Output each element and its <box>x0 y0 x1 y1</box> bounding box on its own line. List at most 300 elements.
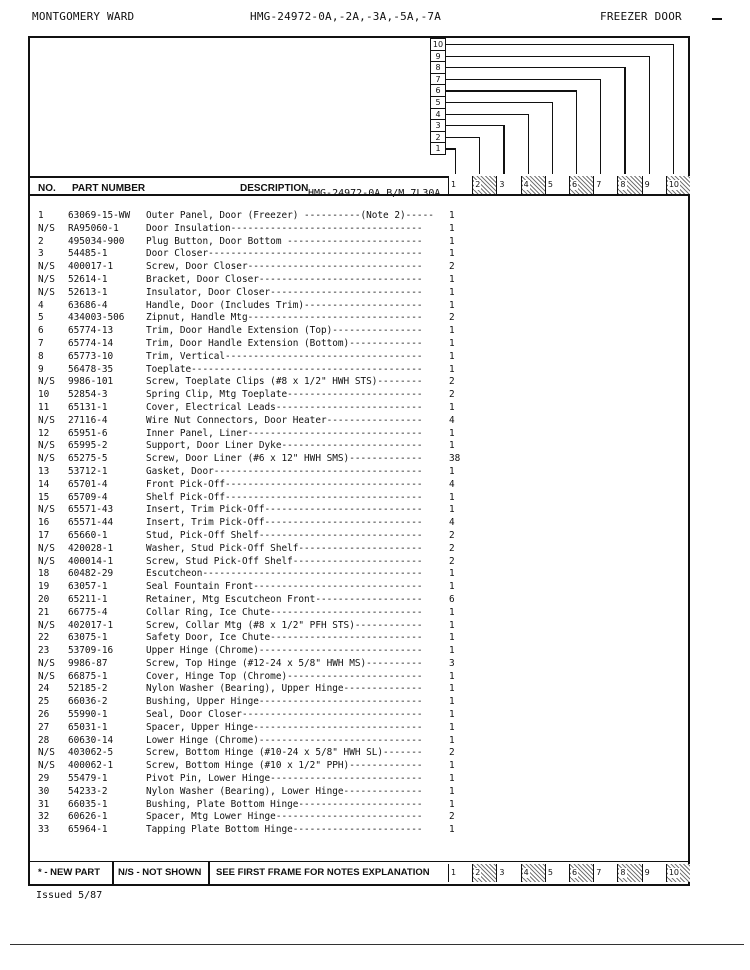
part-quantity: 1 <box>449 632 455 644</box>
ladder-connector <box>446 148 455 149</box>
model-column-number: 10 <box>668 180 680 189</box>
part-row <box>34 274 474 287</box>
part-row <box>34 799 474 812</box>
ladder-connector <box>576 90 577 174</box>
part-ref-number: N/S <box>38 440 55 452</box>
part-row <box>34 261 474 274</box>
part-number: 60482-29 <box>68 568 114 580</box>
ladder-connector <box>446 67 624 68</box>
part-quantity: 1 <box>449 325 455 337</box>
part-number: 65774-14 <box>68 337 114 349</box>
part-ref-number: N/S <box>38 542 55 554</box>
part-number: 65709-4 <box>68 491 108 503</box>
part-ref-number: N/S <box>38 555 55 567</box>
part-description: Cover, Hinge Top (Chrome)------------------------ <box>146 670 423 682</box>
part-description: Stud, Pick-Off Shelf----------------------------- <box>146 529 423 541</box>
issued-date: Issued 5/87 <box>36 890 103 901</box>
part-quantity: 1 <box>449 248 455 260</box>
model-column-number: 9 <box>644 868 650 877</box>
model-column-cell <box>521 864 545 882</box>
model-variant-box: 2 <box>430 131 446 144</box>
part-row <box>34 223 474 236</box>
part-number: 65275-5 <box>68 453 108 465</box>
part-number: 65951-6 <box>68 427 108 439</box>
ladder-connector <box>446 44 673 45</box>
part-ref-number: N/S <box>38 414 55 426</box>
ladder-connector <box>624 67 625 174</box>
part-row <box>34 607 474 620</box>
col-header-part-number: PART NUMBER <box>72 183 146 194</box>
part-quantity: 1 <box>449 760 455 772</box>
part-description: Wire Nut Connectors, Door Heater----------------- <box>146 414 423 426</box>
part-description: Insulator, Door Closer--------------------------- <box>146 286 423 298</box>
part-number: 65131-1 <box>68 401 108 413</box>
model-variant-box: 3 <box>430 119 446 132</box>
part-quantity: 1 <box>449 350 455 362</box>
part-row <box>34 300 474 313</box>
part-number: 420028-1 <box>68 542 114 554</box>
part-number: 65964-1 <box>68 824 108 836</box>
part-row <box>34 620 474 633</box>
part-quantity: 2 <box>449 389 455 401</box>
part-row <box>34 581 474 594</box>
part-number: 65995-2 <box>68 440 108 452</box>
part-row <box>34 671 474 684</box>
part-number: 60630-14 <box>68 734 114 746</box>
part-row <box>34 287 474 300</box>
part-ref-number: 28 <box>38 734 50 746</box>
part-number: 52614-1 <box>68 273 108 285</box>
part-quantity: 1 <box>449 798 455 810</box>
model-column-cell <box>545 176 569 194</box>
model-column-cell <box>666 864 690 882</box>
part-ref-number: 2 <box>38 235 44 247</box>
ladder-connector <box>673 44 674 174</box>
part-ref-number: 17 <box>38 529 50 541</box>
part-quantity: 1 <box>449 721 455 733</box>
part-quantity: 1 <box>449 709 455 721</box>
ladder-connector <box>446 137 479 138</box>
model-columns-bottom <box>448 864 690 882</box>
part-number: 66875-1 <box>68 670 108 682</box>
part-row <box>34 735 474 748</box>
model-column-number: 8 <box>620 180 626 189</box>
part-description: Retainer, Mtg Escutcheon Front------------------- <box>146 593 423 605</box>
legend-notes: SEE FIRST FRAME FOR NOTES EXPLANATION <box>216 867 430 878</box>
legend-divider <box>208 862 210 884</box>
part-quantity: 1 <box>449 401 455 413</box>
model-columns-top <box>448 176 690 194</box>
part-description: Upper Hinge (Chrome)----------------------------- <box>146 645 423 657</box>
part-row <box>34 722 474 735</box>
part-ref-number: N/S <box>38 670 55 682</box>
part-quantity: 1 <box>449 363 455 375</box>
ladder-connector <box>455 148 456 174</box>
part-ref-number: 7 <box>38 337 44 349</box>
section-title: FREEZER DOOR <box>600 10 682 23</box>
part-description: Lower Hinge (Chrome)----------------------------- <box>146 734 423 746</box>
part-row <box>34 492 474 505</box>
part-number: 52185-2 <box>68 683 108 695</box>
brand-label: MONTGOMERY WARD <box>32 10 135 23</box>
part-quantity: 2 <box>449 811 455 823</box>
part-row <box>34 504 474 517</box>
part-ref-number: 33 <box>38 824 50 836</box>
part-quantity: 1 <box>449 683 455 695</box>
legend-footer <box>30 861 688 884</box>
part-ref-number: 10 <box>38 389 50 401</box>
part-number: 63057-1 <box>68 581 108 593</box>
part-description: Bushing, Plate Bottom Hinge---------------------- <box>146 798 423 810</box>
model-variant-box: 1 <box>430 142 446 155</box>
part-row <box>34 658 474 671</box>
model-column-number: 5 <box>547 868 553 877</box>
model-column-number: 1 <box>451 868 457 877</box>
part-row <box>34 338 474 351</box>
part-number: 66775-4 <box>68 606 108 618</box>
ladder-connector <box>600 79 601 174</box>
part-ref-number: 25 <box>38 696 50 708</box>
part-row <box>34 466 474 479</box>
model-variant-box: 5 <box>430 96 446 109</box>
ladder-connector <box>528 114 529 174</box>
part-row <box>34 811 474 824</box>
part-row <box>34 402 474 415</box>
part-quantity: 2 <box>449 542 455 554</box>
part-quantity: 1 <box>449 299 455 311</box>
part-row <box>34 530 474 543</box>
part-quantity: 3 <box>449 657 455 669</box>
part-description: Trim, Vertical----------------------------------- <box>146 350 423 362</box>
ladder-connector <box>552 102 553 174</box>
model-column-cell <box>448 176 472 194</box>
parts-frame <box>28 36 690 886</box>
part-ref-number: N/S <box>38 453 55 465</box>
part-ref-number: 4 <box>38 299 44 311</box>
legend-divider <box>112 862 114 884</box>
part-row <box>34 773 474 786</box>
model-column-cell <box>666 176 690 194</box>
part-number: 54485-1 <box>68 248 108 260</box>
part-ref-number: 23 <box>38 645 50 657</box>
part-quantity: 2 <box>449 261 455 273</box>
model-column-number: 6 <box>572 868 578 877</box>
part-row <box>34 696 474 709</box>
part-row <box>34 453 474 466</box>
model-column-cell <box>448 864 472 882</box>
part-number: 400062-1 <box>68 760 114 772</box>
part-quantity: 1 <box>449 491 455 503</box>
part-description: Insert, Trim Pick-Off---------------------------- <box>146 517 423 529</box>
model-column-cell <box>472 176 496 194</box>
part-description: Spacer, Upper Hinge------------------------------ <box>146 721 423 733</box>
part-ref-number: 1 <box>38 210 44 221</box>
part-number: RA95060-1 <box>68 222 119 234</box>
part-quantity: 1 <box>449 824 455 836</box>
part-description: Door Closer-------------------------------------- <box>146 248 423 260</box>
model-column-cell <box>617 864 641 882</box>
part-description: Handle, Door (Includes Trim)--------------------- <box>146 299 423 311</box>
legend-not-shown: N/S - NOT SHOWN <box>118 867 202 878</box>
part-quantity: 4 <box>449 517 455 529</box>
part-ref-number: N/S <box>38 760 55 772</box>
part-quantity: 1 <box>449 670 455 682</box>
part-quantity: 1 <box>449 696 455 708</box>
part-description: Collar Ring, Ice Chute--------------------------- <box>146 606 423 618</box>
part-number: 402017-1 <box>68 619 114 631</box>
part-description: Zipnut, Handle Mtg------------------------------- <box>146 312 423 324</box>
part-number: 66036-2 <box>68 696 108 708</box>
part-row <box>34 312 474 325</box>
part-ref-number: N/S <box>38 504 55 516</box>
model-column-cell <box>593 864 617 882</box>
model-variant-box: 8 <box>430 61 446 74</box>
part-description: Safety Door, Ice Chute--------------------------- <box>146 632 423 644</box>
part-description: Bushing, Upper Hinge----------------------------- <box>146 696 423 708</box>
part-description: Front Pick-Off----------------------------------- <box>146 478 423 490</box>
part-description: Screw, Door Liner (#6 x 12" HWH SMS)------------- <box>146 453 423 465</box>
model-variant-box: 7 <box>430 73 446 86</box>
part-description: Insert, Trim Pick-Off---------------------------- <box>146 504 423 516</box>
part-row <box>34 415 474 428</box>
ladder-connector <box>446 79 600 80</box>
part-row <box>34 479 474 492</box>
part-quantity: 1 <box>449 465 455 477</box>
part-row <box>34 568 474 581</box>
part-number: 55990-1 <box>68 709 108 721</box>
part-quantity: 1 <box>449 222 455 234</box>
part-description: Washer, Stud Pick-Off Shelf---------------------- <box>146 542 423 554</box>
part-number: 63686-4 <box>68 299 108 311</box>
part-row <box>34 543 474 556</box>
part-ref-number: 13 <box>38 465 50 477</box>
part-ref-number: N/S <box>38 261 55 273</box>
part-quantity: 1 <box>449 568 455 580</box>
part-ref-number: N/S <box>38 222 55 234</box>
part-ref-number: N/S <box>38 747 55 759</box>
part-row <box>34 210 474 223</box>
part-number: 65701-4 <box>68 478 108 490</box>
part-description: Outer Panel, Door (Freezer) ----------(Note 2)----- <box>146 210 434 221</box>
part-quantity: 2 <box>449 376 455 388</box>
model-column-number: 3 <box>499 180 505 189</box>
part-quantity: 1 <box>449 337 455 349</box>
part-ref-number: 32 <box>38 811 50 823</box>
part-number: 403062-5 <box>68 747 114 759</box>
model-column-number: 1 <box>451 180 457 189</box>
model-column-cell <box>569 864 593 882</box>
part-quantity: 1 <box>449 606 455 618</box>
model-variant-box: 10 <box>430 38 446 51</box>
model-column-number: 9 <box>644 180 650 189</box>
part-number: 55479-1 <box>68 773 108 785</box>
model-column-number: 6 <box>572 180 578 189</box>
part-row <box>34 683 474 696</box>
model-column-number: 5 <box>547 180 553 189</box>
part-row <box>34 632 474 645</box>
part-ref-number: N/S <box>38 286 55 298</box>
col-header-description: DESCRIPTION <box>240 183 309 194</box>
part-description: Screw, Toeplate Clips (#8 x 1/2" HWH STS)-------- <box>146 376 423 388</box>
part-quantity: 1 <box>449 273 455 285</box>
part-row <box>34 376 474 389</box>
part-ref-number: 14 <box>38 478 50 490</box>
part-quantity: 38 <box>449 453 461 465</box>
part-description: Trim, Door Handle Extension (Bottom)------------- <box>146 337 423 349</box>
parts-list <box>34 210 474 837</box>
part-description: Tapping Plate Bottom Hinge----------------------- <box>146 824 423 836</box>
part-description: Cover, Electrical Leads-------------------------- <box>146 401 423 413</box>
part-number: 52854-3 <box>68 389 108 401</box>
part-row <box>34 389 474 402</box>
part-ref-number: 22 <box>38 632 50 644</box>
model-column-cell <box>642 864 666 882</box>
part-description: Nylon Washer (Bearing), Lower Hinge-------------- <box>146 785 423 797</box>
model-column-cell <box>545 864 569 882</box>
part-number: 434003-506 <box>68 312 125 324</box>
part-ref-number: 27 <box>38 721 50 733</box>
part-quantity: 1 <box>449 210 455 221</box>
part-ref-number: 16 <box>38 517 50 529</box>
part-number: 65660-1 <box>68 529 108 541</box>
part-number: 495034-900 <box>68 235 125 247</box>
part-description: Door Insulation---------------------------------- <box>146 222 423 234</box>
model-column-number: 3 <box>499 868 505 877</box>
part-description: Screw, Door Closer------------------------------- <box>146 261 423 273</box>
part-row <box>34 440 474 453</box>
part-number: 60626-1 <box>68 811 108 823</box>
part-description: Screw, Stud Pick-Off Shelf----------------------- <box>146 555 423 567</box>
model-column-cell <box>496 176 520 194</box>
part-row <box>34 556 474 569</box>
part-row <box>34 786 474 799</box>
ladder-connector <box>479 137 480 174</box>
model-column-number: 7 <box>596 868 602 877</box>
part-number: 63075-1 <box>68 632 108 644</box>
part-number: 65211-1 <box>68 593 108 605</box>
part-ref-number: 11 <box>38 401 50 413</box>
part-number: 65774-13 <box>68 325 114 337</box>
part-ref-number: 30 <box>38 785 50 797</box>
model-column-cell <box>569 176 593 194</box>
part-quantity: 1 <box>449 440 455 452</box>
part-number: 400017-1 <box>68 261 114 273</box>
part-ref-number: 5 <box>38 312 44 324</box>
part-ref-number: 15 <box>38 491 50 503</box>
part-number: 54233-2 <box>68 785 108 797</box>
model-column-cell <box>521 176 545 194</box>
part-quantity: 2 <box>449 312 455 324</box>
part-ref-number: 18 <box>38 568 50 580</box>
part-description: Spacer, Mtg Lower Hinge-------------------------- <box>146 811 423 823</box>
part-row <box>34 248 474 261</box>
part-quantity: 4 <box>449 478 455 490</box>
part-number: 9986-87 <box>68 657 108 669</box>
part-description: Shelf Pick-Off----------------------------------- <box>146 491 423 503</box>
part-number: 56478-35 <box>68 363 114 375</box>
model-column-cell <box>617 176 641 194</box>
part-row <box>34 351 474 364</box>
ladder-connector <box>446 125 503 126</box>
ladder-connector <box>649 56 650 174</box>
part-quantity: 1 <box>449 286 455 298</box>
model-variant-box: 6 <box>430 84 446 97</box>
model-column-cell <box>593 176 617 194</box>
part-quantity: 1 <box>449 235 455 247</box>
part-number: 65031-1 <box>68 721 108 733</box>
model-column-number: 2 <box>475 868 481 877</box>
part-number: 400014-1 <box>68 555 114 567</box>
model-column-cell <box>472 864 496 882</box>
model-column-cell <box>496 864 520 882</box>
part-row <box>34 364 474 377</box>
part-row <box>34 428 474 441</box>
part-number: 52613-1 <box>68 286 108 298</box>
ladder-connector <box>446 56 649 57</box>
model-column-number: 7 <box>596 180 602 189</box>
part-quantity: 2 <box>449 747 455 759</box>
part-number: 63069-15-WW <box>68 210 131 221</box>
model-column-cell <box>642 176 666 194</box>
part-row <box>34 747 474 760</box>
page-bottom-rule <box>10 944 744 945</box>
part-row <box>34 645 474 658</box>
part-number: 9986-101 <box>68 376 114 388</box>
ladder-connector <box>446 114 528 115</box>
col-header-no: NO. <box>38 183 56 194</box>
part-row <box>34 236 474 249</box>
part-row <box>34 824 474 837</box>
part-ref-number: 20 <box>38 593 50 605</box>
part-description: Seal, Door Closer-------------------------------- <box>146 709 423 721</box>
part-description: Nylon Washer (Bearing), Upper Hinge-------------- <box>146 683 423 695</box>
model-column-number: 2 <box>475 180 481 189</box>
part-quantity: 1 <box>449 645 455 657</box>
part-number: 66035-1 <box>68 798 108 810</box>
ladder-connector <box>446 90 576 91</box>
header-rule-bottom <box>30 194 688 196</box>
part-ref-number: 3 <box>38 248 44 260</box>
part-ref-number: N/S <box>38 273 55 285</box>
part-row <box>34 325 474 338</box>
ladder-connector <box>503 125 504 174</box>
corner-dash <box>712 18 722 20</box>
part-row <box>34 517 474 530</box>
part-row <box>34 594 474 607</box>
part-ref-number: 9 <box>38 363 44 375</box>
part-quantity: 2 <box>449 529 455 541</box>
part-description: Screw, Collar Mtg (#8 x 1/2" PFH STS)------------ <box>146 619 423 631</box>
part-description: Plug Button, Door Bottom ------------------------ <box>146 235 423 247</box>
part-ref-number: 24 <box>38 683 50 695</box>
part-description: Screw, Bottom Hinge (#10-24 x 5/8" HWH SL)------- <box>146 747 423 759</box>
part-row <box>34 709 474 722</box>
part-quantity: 1 <box>449 619 455 631</box>
part-ref-number: 8 <box>38 350 44 362</box>
part-quantity: 1 <box>449 427 455 439</box>
part-ref-number: N/S <box>38 376 55 388</box>
part-ref-number: N/S <box>38 619 55 631</box>
part-ref-number: 12 <box>38 427 50 439</box>
part-description: Screw, Bottom Hinge (#10 x 1/2" PPH)------------- <box>146 760 423 772</box>
model-column-number: 4 <box>523 180 529 189</box>
model-column-number: 8 <box>620 868 626 877</box>
part-quantity: 1 <box>449 734 455 746</box>
part-row <box>34 760 474 773</box>
part-ref-number: 29 <box>38 773 50 785</box>
part-ref-number: 26 <box>38 709 50 721</box>
part-quantity: 2 <box>449 555 455 567</box>
